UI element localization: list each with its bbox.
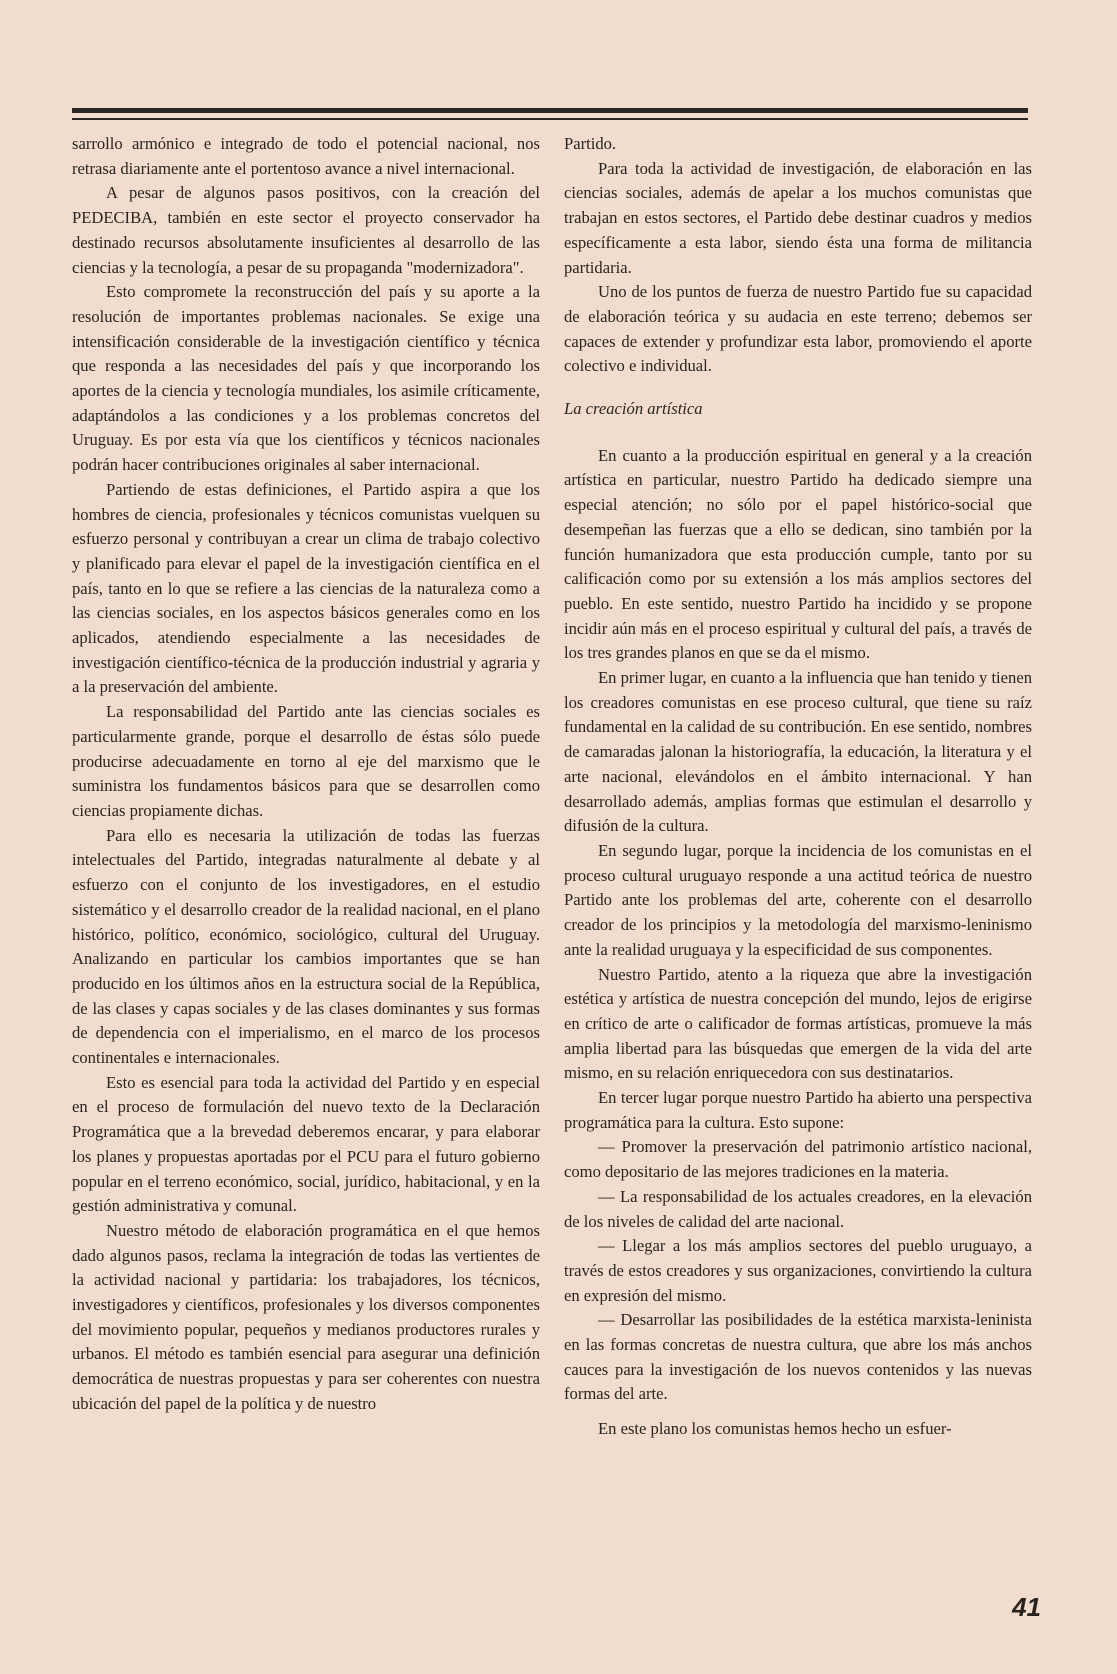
paragraph: Nuestro método de elaboración programática en el que hemos dado algunos pasos, reclama la integración de todas las vertientes de la actividad nacional y partidaria: los trabajadores, los técnicos, investigadores y científicos, profesionales y los diversos componentes del movimiento popular, pequeños y medianos productores rurales y urbanos. El método es también esencial para asegurar una definición democrática de nuestras propuestas y para ser coherentes con nuestra ubicación del papel de la política y de nuestro — [72, 1220, 540, 1413]
paragraph: Partido. — [564, 134, 617, 153]
list-item: — Desarrollar las posibilidades de la estética marxista-leninista en las formas concretas de nuestra cultura, que abre los más anchos cauces para la investigación de los nuevos contenidos y las nuevas formas del arte. — [564, 1310, 1032, 1404]
left-column — [72, 132, 540, 1417]
paragraph: Esto compromete la reconstrucción del país y su aporte a la resolución de importantes problemas nacionales. Se exige una intensificación considerable de la investigación científico y técnica que responda a las necesidades del país y que incorporando los aportes de la ciencia y tecnología mundiales, los asimile críticamente, adaptándolos a las condiciones y a los problemas concretos del Uruguay. Es por esta vía que los científicos y técnicos nacionales podrán hacer contribuciones originales al saber internacional. — [72, 282, 540, 475]
list-item: — Promover la preservación del patrimonio artístico nacional, como depositario de las mejores tradiciones en la materia. — [564, 1137, 1032, 1182]
paragraph: A pesar de algunos pasos positivos, con la creación del PEDECIBA, también en este sector el proyecto conservador ha destinado recursos absolutamente insuficientes al desarrollo de las ciencias y la tecnología, a pesar de su propaganda "modernizadora". — [72, 183, 540, 277]
page-number: 41 — [1012, 1592, 1041, 1622]
list-item: — La responsabilidad de los actuales creadores, en la elevación de los niveles de calidad del arte nacional. — [564, 1186, 1032, 1231]
list-item: — Llegar a los más amplios sectores del pueblo uruguayo, a través de estos creadores y sus organizaciones, convirtiendo la cultura en expresión del mismo. — [564, 1236, 1032, 1305]
header-rule-thin — [72, 118, 1028, 120]
paragraph: Uno de los puntos de fuerza de nuestro Partido fue su capacidad de elaboración teórica y su audacia en este terreno; debemos ser capaces de extender y profundizar esta labor, promoviendo el aporte colectivo e individual. — [564, 282, 1032, 376]
paragraph: sarrollo armónico e integrado de todo el potencial nacional, nos retrasa diariamente ante el portentoso avance a nivel internacional. — [72, 134, 540, 178]
right-column — [564, 132, 1032, 1442]
spacer — [564, 1407, 1032, 1417]
section-heading: La creación artística — [564, 399, 703, 419]
paragraph: Para ello es necesaria la utilización de todas las fuerzas intelectuales del Partido, integradas naturalmente al debate y al esfuerzo con el conjunto de los investigadores, en el estudio sistemático y el desarrollo creador de la realidad nacional, en el plano histórico, político, económico, sociológico, cultural del Uruguay. Analizando en particular los cambios importantes que se han producido en los últimos años en la estructura social de la República, de las clases y capas sociales y de las clases dominantes y sus formas de dependencia con el imperialismo, en el marco de los procesos continentales e internacionales. — [72, 825, 540, 1068]
paragraph: Partiendo de estas definiciones, el Partido aspira a que los hombres de ciencia, profesionales y técnicos comunistas vuelquen su esfuerzo personal y contribuyan a crear un clima de trabajo colectivo y planificado para elevar el papel de la investigación científica en el país, tanto en lo que se refiere a las ciencias de la naturaleza como a las ciencias sociales, en los aspectos básicos generales como en los aplicados, atendiendo especialmente a las necesidades de investigación científico-técnica de la producción industrial y agraria y a la preservación del ambiente. — [72, 479, 540, 697]
paragraph: En este plano los comunistas hemos hecho un esfuer- — [598, 1419, 952, 1439]
paragraph: Esto es esencial para toda la actividad del Partido y en especial en el proceso de formulación del nuevo texto de la Declaración Programática que a la brevedad deberemos encarar, y para elaborar los planes y propuestas aportadas por el PCU para el futuro gobierno popular en el terreno económico, social, jurídico, habitacional, y en la gestión administrativa y comunal. — [72, 1072, 540, 1216]
paragraph: En cuanto a la producción espiritual en general y a la creación artística en particular, nuestro Partido ha dedicado siempre una especial atención; no sólo por el papel histórico-social que desempeñan las fuerzas que a ello se dedican, sino también por la función humanizadora que esta producción cumple, tanto por su calificación como por su extensión a los más amplios sectores del pueblo. En este sentido, nuestro Partido ha incidido y se propone incidir aún más en el proceso espiritual y cultural del país, a través de los tres grandes planos en que se da el mismo. — [564, 445, 1032, 663]
paragraph: Para toda la actividad de investigación, de elaboración en las ciencias sociales, además de apelar a los muchos comunistas que trabajan en estos sectores, el Partido debe destinar cuadros y medios específicamente a esta labor, siendo ésta una forma de militancia partidaria. — [564, 158, 1032, 277]
paragraph: La responsabilidad del Partido ante las ciencias sociales es particularmente grande, porque el desarrollo de éstas sólo puede producirse adecuadamente en torno al eje del marxismo que le suministra los fundamentos básicos para que se desarrollen como ciencias propiamente dichas. — [72, 702, 540, 820]
paragraph: En primer lugar, en cuanto a la influencia que han tenido y tienen los creadores comunistas en ese proceso cultural, que tiene su raíz fundamental en la calidad de su contribución. En ese sentido, nombres de camaradas jalonan la historiografía, la educación, la literatura y el arte nacional, elevándolos en el ámbito internacional. Y han desarrollado además, amplias formas que estimulan el desarrollo y difusión de la cultura. — [564, 668, 1032, 836]
header-rule-thick — [72, 108, 1028, 113]
paragraph: Nuestro Partido, atento a la riqueza que abre la investigación estética y artística de nuestra concepción del mundo, lejos de erigirse en crítico de arte o calificador de formas artísticas, promueve la más amplia libertad para las búsquedas que emergen de la vida del arte mismo, en su relación enriquecedora con sus destinatarios. — [564, 964, 1032, 1083]
paragraph: En tercer lugar porque nuestro Partido ha abierto una perspectiva programática para la cultura. Esto supone: — [564, 1088, 1032, 1132]
paragraph: En segundo lugar, porque la incidencia de los comunistas en el proceso cultural uruguayo responde a una actitud teórica de nuestro Partido ante los problemas del arte, coherente con el desarrollo creador de los principios y la metodología del marxismo-leninismo ante la realidad uruguaya y la especificidad de sus componentes. — [564, 840, 1032, 959]
